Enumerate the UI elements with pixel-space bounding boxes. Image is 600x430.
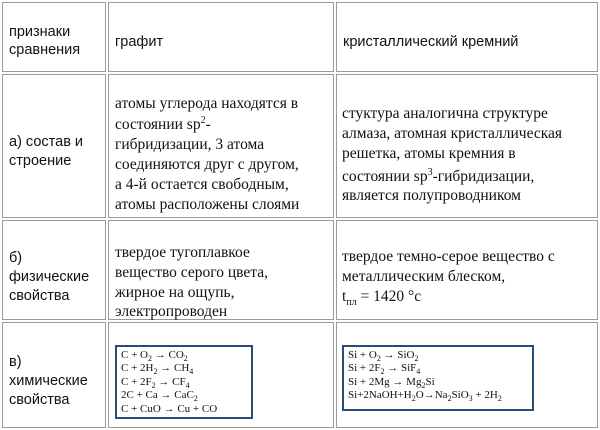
composition-label-cell [2, 74, 106, 218]
graphite-composition-line: атомы углерода находятся в [115, 95, 299, 112]
graphite-equation: C + CuO → Cu + CO [121, 402, 218, 415]
header-graphite-cell [108, 2, 334, 72]
chemical-label-line3: свойства [9, 392, 70, 408]
graphite-physical-line: электропроводен [115, 303, 228, 320]
graphite-physical-line: твердое тугоплавкое [115, 244, 250, 261]
graphite-physical-cell [108, 220, 334, 320]
chemical-label-cell [2, 322, 106, 428]
silicon-composition-line: стуктура аналогична структуре [342, 105, 548, 122]
header-graphite: графит [115, 34, 164, 50]
silicon-physical-line: твердое темно-серое вещество с [342, 248, 555, 265]
chemical-label-line2: химические [9, 373, 88, 389]
physical-label-line3: свойства [9, 288, 70, 304]
silicon-composition-line: состоянии $sp^3$-гибридизации, [342, 166, 535, 185]
silicon-equation: $Si + 2F_2 \to SiF_4$ [348, 362, 421, 377]
header-silicon-cell [336, 2, 598, 72]
graphite-equation: $C + O_2 \to CO_2$ [121, 349, 188, 364]
silicon-equation: $Si + 2Mg \to Mg_2Si$ [348, 375, 435, 390]
silicon-physical-cell [336, 220, 598, 320]
silicon-composition-cell [336, 74, 598, 218]
header-criteria-cell [2, 2, 106, 72]
silicon-equation: $Si + O_2 \to SiO_2$ [348, 349, 419, 364]
silicon-chemical-cell [336, 322, 598, 428]
physical-label-cell [2, 220, 106, 320]
silicon-melting-point: $t_{пл} = 1420$ °с [342, 288, 422, 309]
graphite-equation: $C + 2F_2 \to CF_4$ [121, 375, 190, 390]
silicon-composition-line: является полупроводником [342, 187, 521, 204]
graphite-equation: $C + 2H_2 \to CH_4$ [121, 362, 194, 377]
graphite-equation: 2C + Ca → CaC$_2$ [121, 389, 198, 404]
silicon-equations-box [342, 345, 534, 411]
graphite-composition-cell [108, 74, 334, 218]
physical-label-line1: б) [9, 250, 23, 266]
physical-label-line2: физические [9, 269, 90, 285]
header-criteria-line2: сравнения [9, 42, 81, 58]
graphite-composition-line: соединяются друг с другом, [115, 156, 299, 173]
header-silicon: кристаллический кремний [343, 34, 519, 50]
chemical-label-line1: в) [9, 354, 22, 370]
silicon-composition-line: алмаза, атомная кристаллическая [342, 125, 563, 142]
graphite-physical-line: жирное на ощупь, [115, 284, 235, 301]
silicon-equation: $Si+2NaOH+H_2O\to Na_2SiO_3 + 2H_2$ [348, 389, 502, 404]
graphite-chemical-cell [108, 322, 334, 428]
composition-label-line2: строение [9, 153, 72, 169]
graphite-composition-line: состоянии $sp^2-$ [115, 114, 211, 133]
silicon-physical-line: металлическим блеском, [342, 268, 506, 285]
graphite-equations-box [115, 345, 253, 419]
graphite-composition-line: атомы расположены слоями [115, 196, 300, 213]
composition-label-line1: а) состав и [9, 134, 84, 150]
graphite-composition-line: гибридизации, 3 атома [115, 136, 265, 153]
header-criteria-line1: признаки [9, 24, 71, 40]
graphite-composition-line: а 4-й остается свободным, [115, 176, 289, 193]
graphite-physical-line: вещество серого цвета, [115, 264, 268, 281]
silicon-composition-line: решетка, атомы кремния в [342, 145, 516, 162]
